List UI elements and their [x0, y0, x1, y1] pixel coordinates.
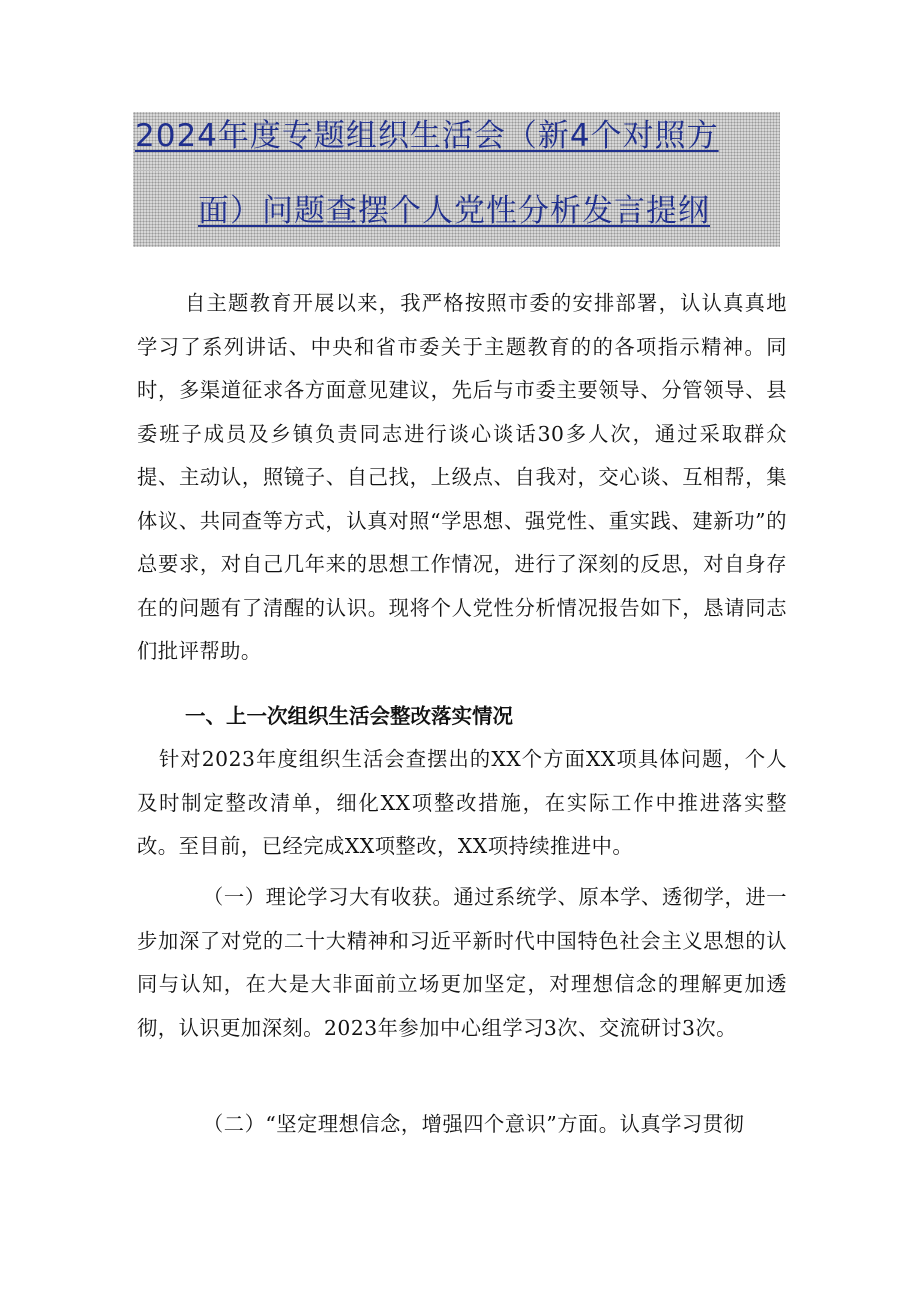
subsection-2-paragraph: （二）“坚定理想信念，增强四个意识”方面。认真学习贯彻 — [203, 1112, 745, 1136]
intro-paragraph: 自主题教育开展以来，我严格按照市委的安排部署，认认真真地学习了系列讲话、中央和省市委关于主题教育的的各项指示精神。同时，多渠道征求各方面意见建议，先后与市委主要领导、分管领导、县委班子成员及乡镇负责同志进行谈心谈话30多人次，通过采取群众提、主动认，照镜子、自己找，上级点、自我对，交心谈、互相帮，集体议、共同查等方式，认真对照“学思想、强党性、重实践、建新功”的总要求，对自己几年来的思想工作情况，进行了深刻的反思，对自身存在的问题有了清醒的认识。现将个人党性分析情况报告如下，恳请同志们批评帮助。 — [137, 291, 787, 663]
title-divider — [133, 170, 780, 171]
document-title-line-2: 面）问题查摆个人党性分析发言提纲 — [198, 193, 710, 229]
document-title-line-1: 2024年度专题组织生活会（新4个对照方 — [135, 118, 719, 154]
section-1-heading: 一、上一次组织生活会整改落实情况 — [185, 704, 513, 728]
subsection-1-paragraph: （一）理论学习大有收获。通过系统学、原本学、透彻学，进一步加深了对党的二十大精神和习近平新时代中国特色社会主义思想的认同与认知，在大是大非面前立场更加坚定，对理想信念的理解更加透彻，认识更加深刻。2023年参加中心组学习3次、交流研讨3次。 — [137, 885, 787, 1040]
section-1-paragraph: 针对2023年度组织生活会查摆出的XX个方面XX项具体问题，个人及时制定整改清单，细化XX项整改措施，在实际工作中推进落实整改。至目前，已经完成XX项整改，XX项持续推进中。 — [137, 747, 787, 858]
